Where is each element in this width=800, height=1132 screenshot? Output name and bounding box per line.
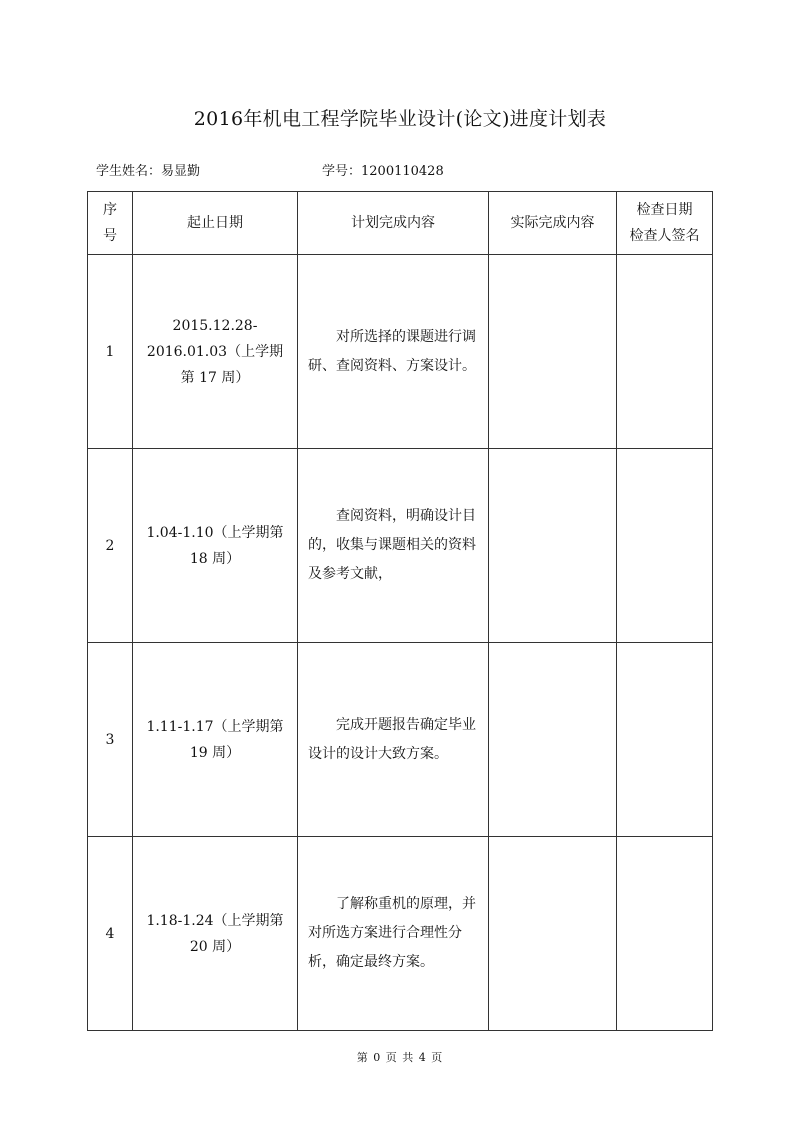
- row-date: [133, 449, 298, 643]
- header-index-line2: 号: [103, 228, 117, 244]
- table-row: [88, 643, 713, 837]
- row-index: 4: [88, 837, 133, 1031]
- row-date-line2: 18 周）: [189, 550, 241, 567]
- row-actual-cell[interactable]: [489, 255, 617, 449]
- table-row: [88, 449, 713, 643]
- row-date-line2: 20 周）: [189, 938, 241, 955]
- row-date-line1: 1.18-1.24（上学期第: [146, 912, 284, 929]
- header-check-line2: 检查人签名: [629, 228, 700, 244]
- row-date-line2: 2016.01.03（上学期: [146, 343, 284, 360]
- header-check: [617, 192, 713, 255]
- row-check-cell[interactable]: [617, 837, 713, 1031]
- row-plan-text: 完成开题报告确定毕业设计的设计大致方案。: [308, 716, 476, 762]
- row-check-cell[interactable]: [617, 643, 713, 837]
- row-date-line3: 第 17 周）: [180, 369, 250, 386]
- row-date-line1: 1.11-1.17（上学期第: [146, 718, 284, 735]
- row-date-line1: 1.04-1.10（上学期第: [146, 524, 284, 541]
- page-footer: 第 0 页 共 4 页: [356, 1051, 444, 1064]
- row-plan: [298, 449, 489, 643]
- progress-plan-table: [87, 191, 713, 1031]
- row-actual-cell[interactable]: [489, 643, 617, 837]
- row-plan: [298, 643, 489, 837]
- student-name: 学生姓名：易显勤: [96, 164, 201, 179]
- row-plan: [298, 255, 489, 449]
- row-plan: [298, 837, 489, 1031]
- row-actual-cell[interactable]: [489, 449, 617, 643]
- row-check-cell[interactable]: [617, 255, 713, 449]
- header-index-line1: 序: [103, 202, 117, 218]
- row-plan-text: 了解称重机的原理，并对所选方案进行合理性分析，确定最终方案。: [308, 896, 476, 970]
- row-date-line2: 19 周）: [189, 744, 241, 761]
- header-actual: 实际完成内容: [489, 192, 617, 255]
- header-check-line1: 检查日期: [636, 202, 693, 218]
- student-number: 学号：1200110428: [322, 164, 444, 179]
- row-date-line1: 2015.12.28-: [172, 317, 258, 334]
- row-plan-text: 对所选择的课题进行调研、查阅资料、方案设计。: [308, 328, 476, 374]
- row-plan-text: 查阅资料，明确设计目的，收集与课题相关的资料及参考文献，: [308, 508, 476, 582]
- header-index: [88, 192, 133, 255]
- header-plan: 计划完成内容: [298, 192, 489, 255]
- header-date: 起止日期: [133, 192, 298, 255]
- table-header-row: [88, 192, 713, 255]
- row-date: [133, 255, 298, 449]
- row-check-cell[interactable]: [617, 449, 713, 643]
- row-index: 2: [88, 449, 133, 643]
- row-actual-cell[interactable]: [489, 837, 617, 1031]
- table-row: [88, 837, 713, 1031]
- row-index: 1: [88, 255, 133, 449]
- document-title: 2016年机电工程学院毕业设计(论文)进度计划表: [193, 108, 607, 130]
- row-index: 3: [88, 643, 133, 837]
- row-date: [133, 643, 298, 837]
- table-row: [88, 255, 713, 449]
- row-date: [133, 837, 298, 1031]
